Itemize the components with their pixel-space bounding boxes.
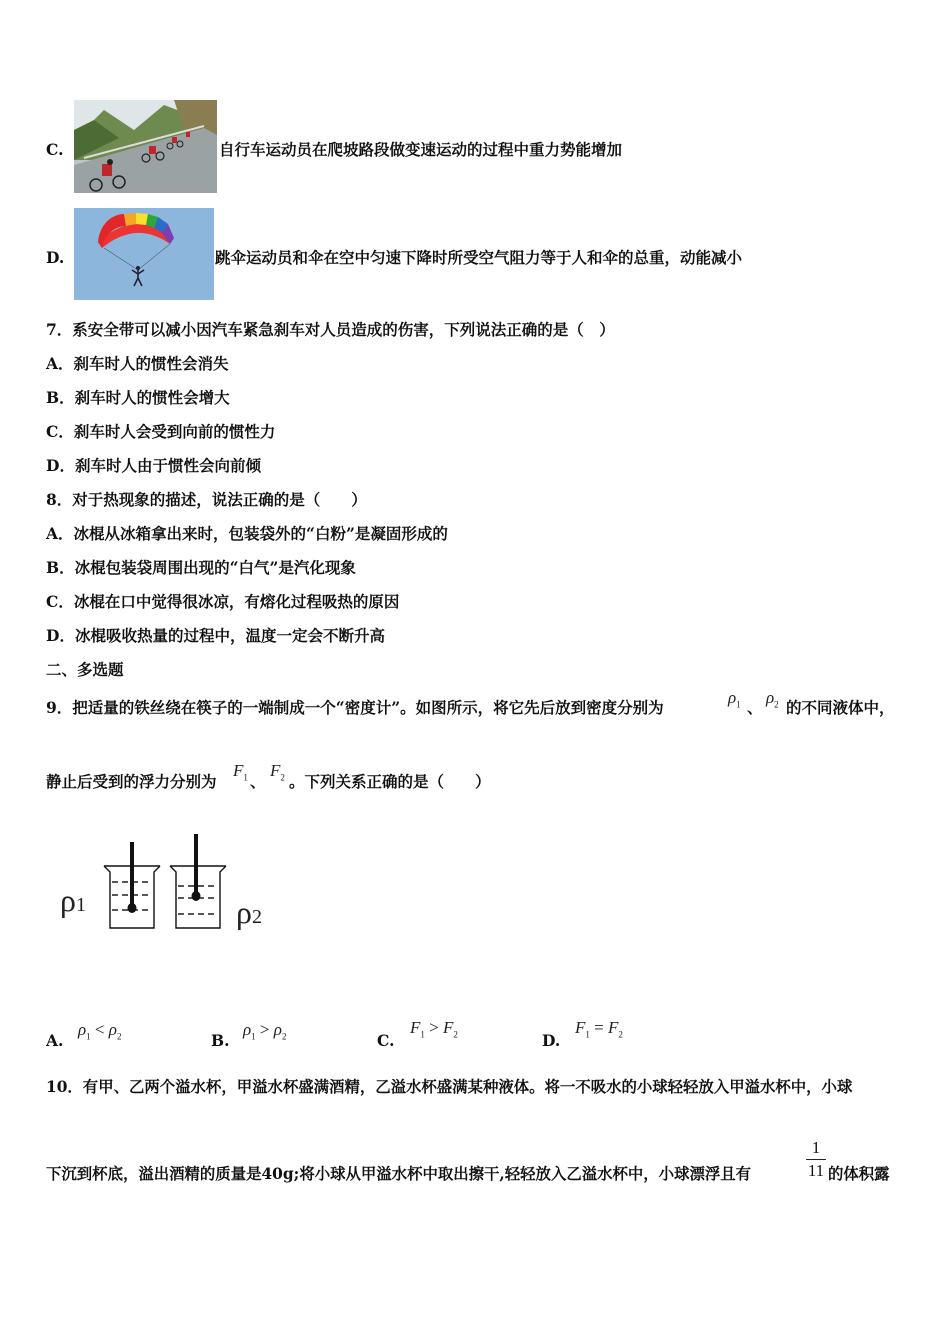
q9-line1-post: 的不同液体中， (786, 698, 895, 717)
option-letter-d: D. (46, 248, 65, 267)
parachute-photo (74, 208, 214, 300)
option-d-text: 跳伞运动员和伞在空中匀速下降时所受空气阻力等于人和伞的总重，动能减小 (215, 248, 743, 267)
q9-option-a-letter: A. (46, 1031, 64, 1050)
q10-line2-pre: 下沉到杯底，溢出酒精的质量是40g;将小球从甲溢水杯中取出擦干,轻轻放入乙溢水杯中，小球漂浮且有 (46, 1165, 752, 1183)
section-heading-multi-choice: 二、多选题 (46, 660, 124, 679)
q9-rho1: $\rho_1$ (728, 688, 741, 710)
fraction-bar (806, 1159, 826, 1160)
figure-rho2-label: ρ2 (236, 894, 262, 930)
q9-option-d-expr: $F_1 = F_2$ (575, 1018, 623, 1040)
q8-stem: 8．对于热现象的描述，说法正确的是（ ） (46, 490, 367, 509)
q8-option-c: C．冰棍在口中觉得很冰凉，有熔化过程吸热的原因 (46, 592, 400, 611)
option-c-text: 自行车运动员在爬坡路段做变速运动的过程中重力势能增加 (219, 140, 623, 159)
q7-option-b: B．刹车时人的惯性会增大 (46, 388, 230, 407)
q9-line2-post: 。下列关系正确的是（ ） (289, 772, 491, 791)
q9-f2: $F_2$ (270, 761, 285, 783)
q7-option-d: D．刹车时人由于惯性会向前倾 (46, 456, 261, 475)
q7-stem: 7．系安全带可以减小因汽车紧急刹车对人员造成的伤害，下列说法正确的是（ ） (46, 320, 615, 339)
q9-option-a-expr: $\rho_1 < \rho_2$ (78, 1020, 122, 1042)
cyclists-photo (74, 100, 217, 193)
q9-option-c-expr: $F_1 > F_2$ (410, 1018, 458, 1040)
hydrometer-beakers-figure (56, 830, 276, 934)
q9-option-c-letter: C. (377, 1031, 395, 1050)
q9-option-d-letter: D. (542, 1031, 561, 1050)
q9-option-b-expr: $\rho_1 > \rho_2$ (243, 1020, 287, 1042)
q9-line2-pre: 静止后受到的浮力分别为 (46, 772, 217, 791)
q10-line1: 10．有甲、乙两个溢水杯，甲溢水杯盛满酒精，乙溢水杯盛满某种液体。将一不吸水的小球轻轻放入甲溢水杯中，小球 (46, 1078, 853, 1096)
q9-sep2: 、 (250, 772, 266, 791)
q8-option-a: A．冰棍从冰箱拿出来时，包装袋外的“白粉”是凝固形成的 (46, 524, 448, 543)
q9-line1-pre: 9．把适量的铁丝绕在筷子的一端制成一个“密度计”。如图所示，将它先后放到密度分别为 (46, 698, 664, 717)
q9-rho2: $\rho_2$ (766, 688, 779, 710)
fraction-denominator: 11 (807, 1161, 825, 1180)
q7-option-c: C．刹车时人会受到向前的惯性力 (46, 422, 276, 441)
q7-option-a: A．刹车时人的惯性会消失 (46, 354, 229, 373)
q10-line2-post: 的体积露 (828, 1165, 890, 1183)
figure-rho1-label: ρ1 (60, 882, 86, 918)
q9-option-b-letter: B. (211, 1031, 230, 1050)
q10-fraction (805, 1138, 827, 1181)
fraction-numerator: 1 (811, 1138, 821, 1157)
q9-sep1: 、 (747, 698, 763, 717)
q8-option-b: B．冰棍包装袋周围出现的“白气”是汽化现象 (46, 558, 356, 577)
option-letter-c: C. (46, 140, 64, 159)
q8-option-d: D．冰棍吸收热量的过程中，温度一定会不断升高 (46, 626, 385, 645)
q9-f1: $F_1$ (233, 761, 248, 783)
